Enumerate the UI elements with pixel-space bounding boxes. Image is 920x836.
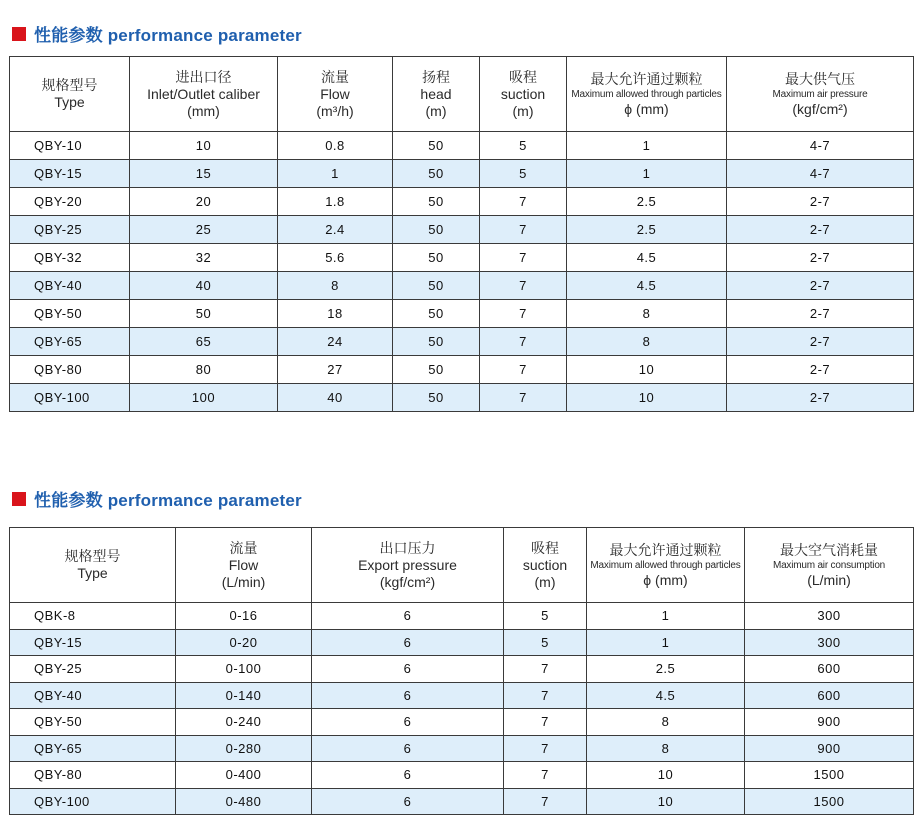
table-cell: 27	[278, 356, 393, 384]
header-air-consumption: 最大空气消耗量 Maximum air consumption (L/min)	[745, 528, 914, 603]
table-cell: 7	[480, 384, 567, 412]
table-cell: 7	[504, 709, 587, 736]
table-cell: 50	[393, 160, 480, 188]
table-cell: 2-7	[727, 244, 914, 272]
table-cell: 18	[278, 300, 393, 328]
table-cell: 1	[567, 160, 727, 188]
section-title-2	[12, 486, 302, 511]
table-cell: 8	[567, 328, 727, 356]
header-suction: 吸程 suction (m)	[504, 528, 587, 603]
table-cell: 300	[745, 603, 914, 630]
table-cell: 50	[393, 216, 480, 244]
table-cell: 1	[587, 603, 745, 630]
model-cell: QBY-65	[10, 328, 130, 356]
model-cell: QBY-40	[10, 272, 130, 300]
table-cell: 7	[504, 682, 587, 709]
table-cell: 7	[480, 356, 567, 384]
table-cell: 4-7	[727, 160, 914, 188]
table-cell: 900	[745, 709, 914, 736]
table-cell: 8	[278, 272, 393, 300]
table-cell: 2-7	[727, 216, 914, 244]
table-cell: 7	[480, 300, 567, 328]
table-cell: 5	[480, 132, 567, 160]
table-cell: 15	[130, 160, 278, 188]
table-cell: 1500	[745, 788, 914, 815]
header-type: 规格型号 Type	[10, 528, 176, 603]
table-row	[10, 656, 914, 683]
table-cell: 6	[312, 788, 504, 815]
table-cell: 5	[504, 629, 587, 656]
model-cell: QBY-50	[10, 300, 130, 328]
table-cell: 5	[504, 603, 587, 630]
model-cell: QBY-20	[10, 188, 130, 216]
table-row	[10, 735, 914, 762]
table-cell: 40	[130, 272, 278, 300]
model-cell: QBY-25	[10, 656, 176, 683]
table-cell: 1	[567, 132, 727, 160]
table-cell: 4.5	[567, 272, 727, 300]
table-cell: 65	[130, 328, 278, 356]
table-cell: 0-100	[176, 656, 312, 683]
table-cell: 10	[587, 762, 745, 789]
table-cell: 10	[567, 384, 727, 412]
model-cell: QBY-100	[10, 788, 176, 815]
table-row	[10, 356, 914, 384]
header-particles: 最大允许通过颗粒 Maximum allowed through particles ϕ (mm)	[587, 528, 745, 603]
model-cell: QBY-65	[10, 735, 176, 762]
table-cell: 7	[504, 762, 587, 789]
model-cell: QBY-10	[10, 132, 130, 160]
table-cell: 5	[480, 160, 567, 188]
table-cell: 32	[130, 244, 278, 272]
table-cell: 4.5	[587, 682, 745, 709]
table-cell: 2-7	[727, 384, 914, 412]
table-cell: 0-400	[176, 762, 312, 789]
red-square-icon	[12, 492, 26, 506]
table-cell: 50	[393, 328, 480, 356]
table-cell: 0.8	[278, 132, 393, 160]
table-cell: 25	[130, 216, 278, 244]
red-square-icon	[12, 27, 26, 41]
table-cell: 50	[393, 244, 480, 272]
table-cell: 50	[393, 356, 480, 384]
table-cell: 7	[480, 244, 567, 272]
table-row	[10, 328, 914, 356]
table-cell: 6	[312, 629, 504, 656]
table-cell: 7	[480, 216, 567, 244]
table-cell: 2.5	[567, 188, 727, 216]
header-air-pressure: 最大供气压 Maximum air pressure (kgf/cm²)	[727, 57, 914, 132]
table-row	[10, 188, 914, 216]
table-cell: 7	[480, 188, 567, 216]
table-cell: 50	[393, 384, 480, 412]
header-export-pressure: 出口压力 Export pressure (kgf/cm²)	[312, 528, 504, 603]
table-row	[10, 762, 914, 789]
table-cell: 600	[745, 656, 914, 683]
table-cell: 7	[480, 328, 567, 356]
model-cell: QBY-100	[10, 384, 130, 412]
table-cell: 20	[130, 188, 278, 216]
table-cell: 80	[130, 356, 278, 384]
header-inlet-outlet: 进出口径 Inlet/Outlet caliber (mm)	[130, 57, 278, 132]
table-cell: 2.5	[587, 656, 745, 683]
table-cell: 50	[393, 132, 480, 160]
model-cell: QBY-50	[10, 709, 176, 736]
table-cell: 0-140	[176, 682, 312, 709]
model-cell: QBY-40	[10, 682, 176, 709]
table-cell: 900	[745, 735, 914, 762]
table-row	[10, 300, 914, 328]
table-cell: 40	[278, 384, 393, 412]
performance-table-1	[9, 56, 914, 412]
section-title-text: 性能参数 performance parameter	[34, 26, 302, 45]
table-body	[10, 603, 914, 815]
table-cell: 10	[567, 356, 727, 384]
table-cell: 4.5	[567, 244, 727, 272]
table-cell: 50	[393, 272, 480, 300]
table-cell: 4-7	[727, 132, 914, 160]
header-particles: 最大允许通过颗粒 Maximum allowed through particles ϕ (mm)	[567, 57, 727, 132]
table-cell: 0-20	[176, 629, 312, 656]
table-cell: 7	[504, 735, 587, 762]
header-head: 扬程 head (m)	[393, 57, 480, 132]
table-cell: 1500	[745, 762, 914, 789]
table-cell: 2-7	[727, 328, 914, 356]
model-cell: QBY-80	[10, 356, 130, 384]
table-cell: 1	[587, 629, 745, 656]
table-cell: 2-7	[727, 300, 914, 328]
header-suction: 吸程 suction (m)	[480, 57, 567, 132]
table-cell: 50	[393, 300, 480, 328]
table-cell: 2.4	[278, 216, 393, 244]
table-cell: 0-280	[176, 735, 312, 762]
table-cell: 50	[130, 300, 278, 328]
table-row	[10, 132, 914, 160]
performance-table-2	[9, 527, 914, 815]
table-cell: 7	[504, 656, 587, 683]
table-row	[10, 272, 914, 300]
model-cell: QBY-15	[10, 629, 176, 656]
table-cell: 600	[745, 682, 914, 709]
table-cell: 7	[480, 272, 567, 300]
header-type: 规格型号 Type	[10, 57, 130, 132]
table-cell: 2-7	[727, 356, 914, 384]
table-cell: 2-7	[727, 188, 914, 216]
table-cell: 8	[587, 709, 745, 736]
table-cell: 10	[587, 788, 745, 815]
table-cell: 300	[745, 629, 914, 656]
table-cell: 6	[312, 682, 504, 709]
table-cell: 2-7	[727, 272, 914, 300]
table-row	[10, 788, 914, 815]
table-cell: 1.8	[278, 188, 393, 216]
table-cell: 6	[312, 603, 504, 630]
model-cell: QBY-25	[10, 216, 130, 244]
model-cell: QBY-32	[10, 244, 130, 272]
table-cell: 8	[567, 300, 727, 328]
table-cell: 0-480	[176, 788, 312, 815]
model-cell: QBY-80	[10, 762, 176, 789]
table-cell: 24	[278, 328, 393, 356]
section-title-text: 性能参数 performance parameter	[34, 491, 302, 510]
table-row	[10, 384, 914, 412]
table-row	[10, 682, 914, 709]
header-flow: 流量 Flow (L/min)	[176, 528, 312, 603]
table-cell: 50	[393, 188, 480, 216]
table-cell: 5.6	[278, 244, 393, 272]
table-cell: 0-16	[176, 603, 312, 630]
table-row	[10, 244, 914, 272]
table-cell: 10	[130, 132, 278, 160]
table-cell: 100	[130, 384, 278, 412]
table-row	[10, 603, 914, 630]
model-cell: QBK-8	[10, 603, 176, 630]
table-cell: 8	[587, 735, 745, 762]
table-header-row	[10, 57, 914, 132]
table-cell: 1	[278, 160, 393, 188]
table-row	[10, 709, 914, 736]
table-cell: 6	[312, 762, 504, 789]
table-header-row	[10, 528, 914, 603]
table-cell: 6	[312, 709, 504, 736]
table-row	[10, 629, 914, 656]
table-cell: 6	[312, 735, 504, 762]
table-cell: 6	[312, 656, 504, 683]
table-cell: 0-240	[176, 709, 312, 736]
model-cell: QBY-15	[10, 160, 130, 188]
table-body	[10, 132, 914, 412]
header-flow: 流量 Flow (m³/h)	[278, 57, 393, 132]
table-cell: 7	[504, 788, 587, 815]
table-row	[10, 160, 914, 188]
section-title-1	[12, 21, 302, 46]
table-row	[10, 216, 914, 244]
table-cell: 2.5	[567, 216, 727, 244]
